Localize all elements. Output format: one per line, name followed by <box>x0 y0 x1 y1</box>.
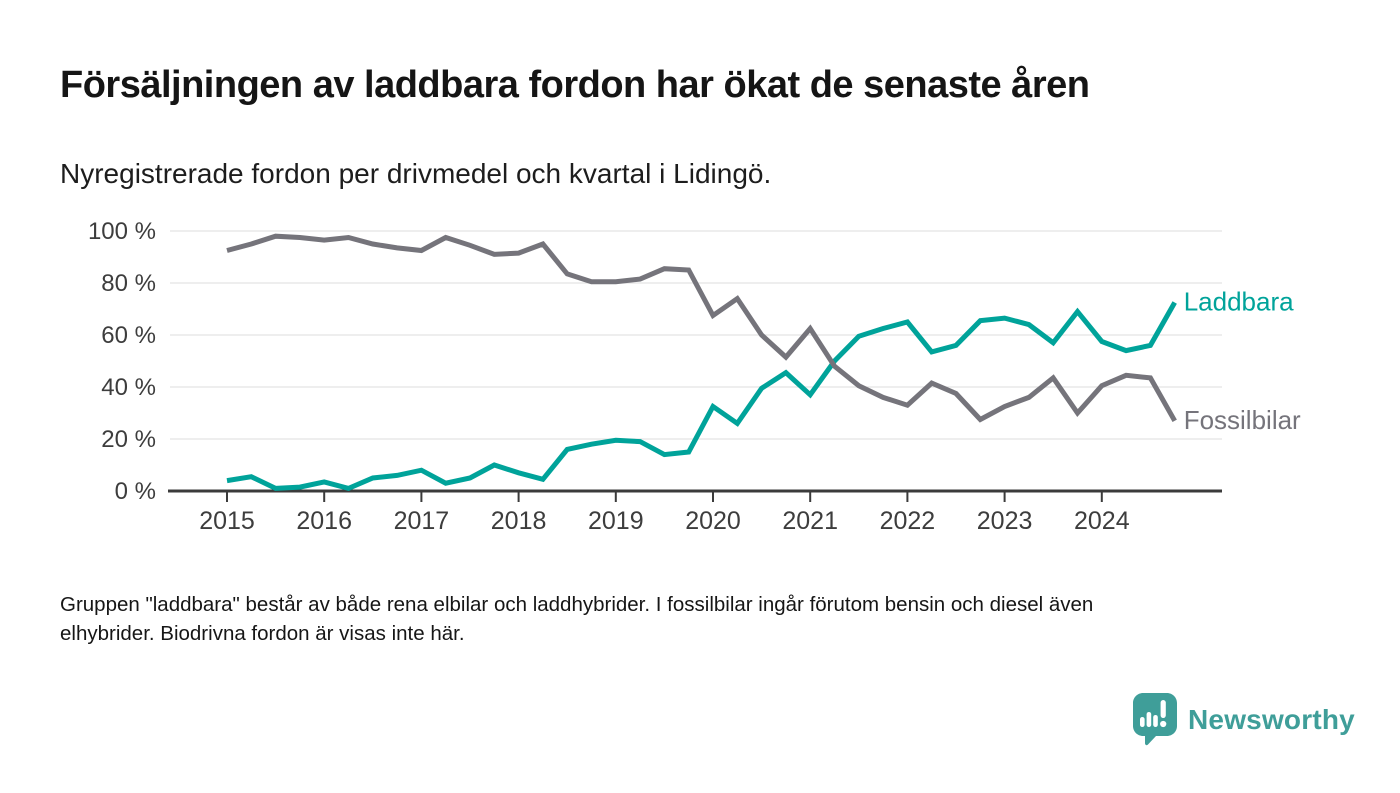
x-axis-tick-label: 2015 <box>199 507 255 535</box>
chart-subtitle: Nyregistrerade fordon per drivmedel och kvartal i Lidingö. <box>60 158 772 189</box>
bar-icon-tall <box>1147 712 1152 727</box>
x-axis-tick-label: 2021 <box>782 507 839 535</box>
y-axis-tick-label: 0 % <box>114 478 156 505</box>
series-label-fossilbilar: Fossilbilar <box>1183 404 1301 435</box>
bar-icon-small <box>1140 717 1145 727</box>
x-axis-tick-label: 2019 <box>587 507 644 535</box>
series-label-laddbara: Laddbara <box>1183 286 1294 317</box>
y-axis-tick-label: 80 % <box>101 270 156 297</box>
y-axis-tick-label: 100 % <box>87 218 156 245</box>
x-axis-tick-label: 2017 <box>393 507 450 535</box>
x-axis-tick-label: 2016 <box>296 507 353 535</box>
line-chart-svg <box>0 210 1400 550</box>
footnote-line-2: elhybrider. Biodrivna fordon är visas inte här. <box>60 622 465 645</box>
y-axis-tick-label: 40 % <box>101 374 156 401</box>
exclamation-stroke <box>1161 700 1166 718</box>
x-axis-tick-label: 2023 <box>976 507 1033 535</box>
footnote-line-1: Gruppen "laddbara" består av både rena elbilar och laddhybrider. I fossilbilar ingår förutom bensin och diesel även <box>60 593 1094 616</box>
exclamation-dot <box>1160 721 1166 727</box>
x-axis-tick-label: 2022 <box>879 507 936 535</box>
page-title: Försäljningen av laddbara fordon har ökat de senaste åren <box>60 64 1090 106</box>
x-axis-tick-label: 2018 <box>490 507 547 535</box>
y-axis-tick-label: 60 % <box>101 322 156 349</box>
footnote <box>60 590 1093 648</box>
x-axis-tick-label: 2020 <box>685 507 741 535</box>
line-chart <box>0 210 1400 550</box>
speech-bubble-bar-chart-icon <box>1133 693 1177 747</box>
bar-icon-medium <box>1153 715 1158 727</box>
newsworthy-logo <box>1133 693 1355 747</box>
x-axis-tick-label: 2024 <box>1073 507 1130 535</box>
newsworthy-logo-text: Newsworthy <box>1188 704 1355 735</box>
y-axis-tick-label: 20 % <box>101 426 156 453</box>
